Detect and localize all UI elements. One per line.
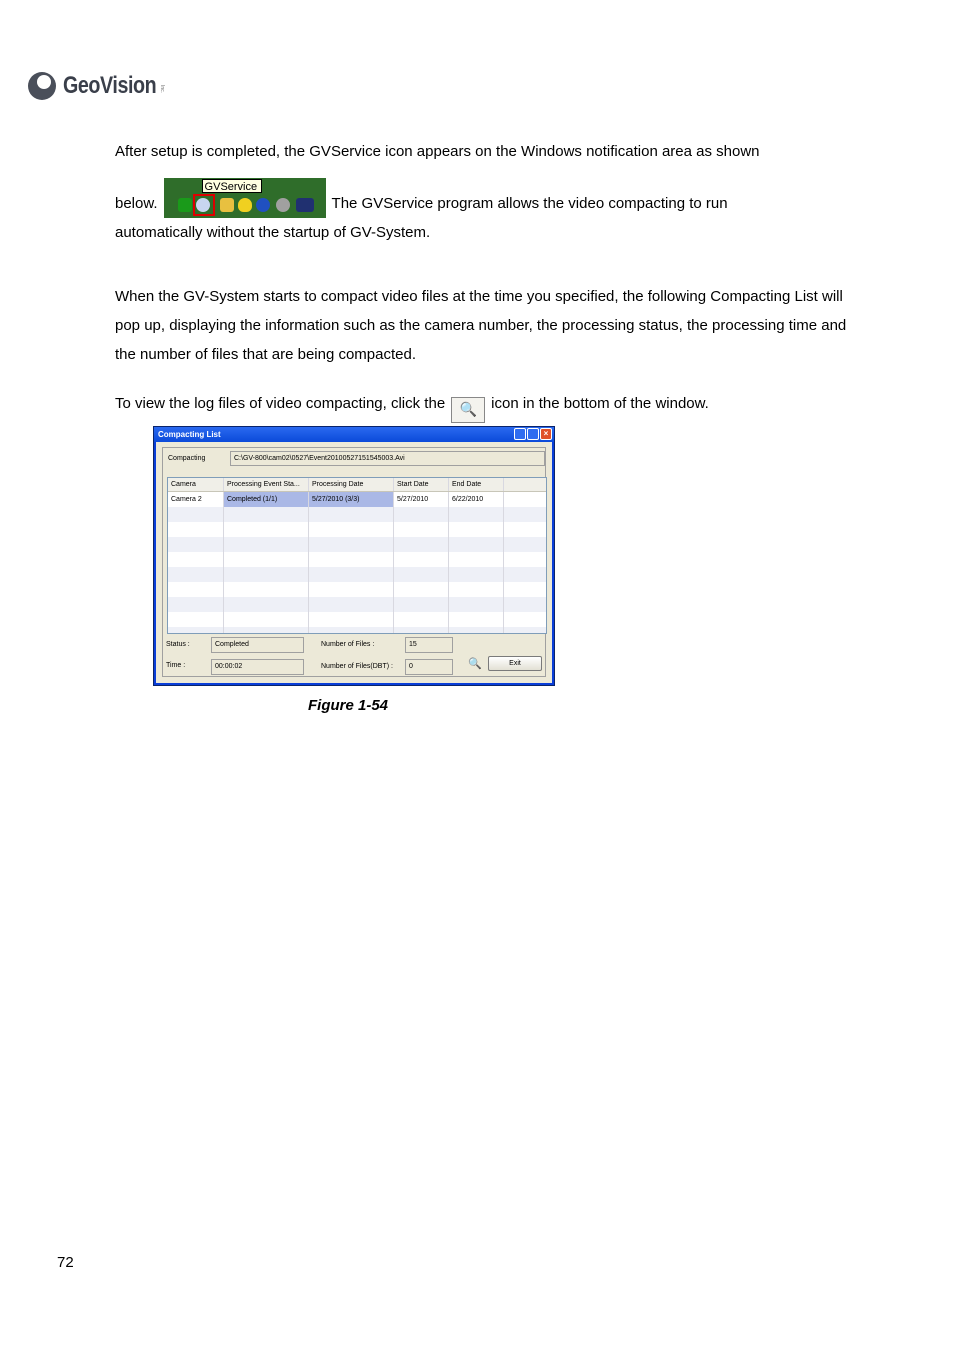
shield-icon: [238, 198, 252, 212]
gvservice-tooltip: GVService: [202, 179, 262, 193]
status-label: Status :: [166, 641, 190, 648]
number-of-files-label: Number of Files :: [321, 641, 375, 648]
compacting-table: [167, 477, 547, 634]
time-field: 00:00:02: [211, 659, 304, 675]
cell-status: Completed (1/1): [224, 492, 309, 507]
compacting-list-window: [153, 426, 555, 686]
column-empty[interactable]: [504, 478, 546, 491]
compacting-path-field: C:\GV-800\cam02\0527\Event20100527151545003.Avi: [230, 451, 545, 466]
gvservice-selection: [193, 194, 215, 216]
table-row: [168, 552, 546, 567]
table-row: [168, 522, 546, 537]
paragraph-setup: [115, 137, 855, 247]
paragraph-setup-line1: After setup is completed, the GVService icon appears on the Windows notification area as shown: [115, 143, 760, 160]
number-of-files-dbt-label: Number of Files(DBT) :: [321, 663, 393, 670]
network-icon: [256, 198, 270, 212]
table-row: [168, 537, 546, 552]
xgen-icon: [296, 198, 314, 212]
key-icon: [220, 198, 234, 212]
minimize-button[interactable]: [514, 428, 526, 440]
close-button[interactable]: ×: [540, 428, 552, 440]
page-number: 72: [57, 1254, 74, 1271]
notification-area-image: [164, 178, 326, 218]
speaker-icon: [276, 198, 290, 212]
table-row: [168, 567, 546, 582]
number-of-files-dbt-field: 0: [405, 659, 453, 675]
number-of-files-field: 15: [405, 637, 453, 653]
table-row[interactable]: [168, 492, 546, 507]
column-processing-date[interactable]: Processing Date: [309, 478, 394, 491]
grid-icon: [178, 198, 192, 212]
column-processing-event-status[interactable]: Processing Event Sta...: [224, 478, 309, 491]
cell-processing-date: 5/27/2010 (3/3): [309, 492, 394, 507]
paragraph-setup-line3: automatically without the startup of GV-System.: [115, 224, 431, 241]
status-field: Completed: [211, 637, 304, 653]
window-title-bar: [154, 427, 554, 442]
logo-tm: Inc.: [158, 84, 165, 94]
column-camera[interactable]: Camera: [168, 478, 224, 491]
log-view-icon[interactable]: 🔍: [468, 658, 482, 670]
table-row: [168, 627, 546, 634]
figure-caption: Figure 1-54: [308, 697, 389, 714]
column-start-date[interactable]: Start Date: [394, 478, 449, 491]
table-row: [168, 612, 546, 627]
compacting-label: Compacting: [168, 455, 206, 462]
cell-start-date: 5/27/2010: [394, 492, 449, 507]
logo-wordmark: GeoVision: [63, 72, 157, 99]
compacting-panel: [162, 447, 546, 677]
exit-button[interactable]: Exit: [488, 656, 542, 671]
cell-end-date: 6/22/2010: [449, 492, 504, 507]
time-label: Time :: [166, 662, 186, 669]
table-row: [168, 582, 546, 597]
cell-empty: [504, 492, 546, 507]
column-end-date[interactable]: End Date: [449, 478, 504, 491]
geovision-logo-mark-icon: [28, 70, 60, 102]
cell-camera: Camera 2: [168, 492, 224, 507]
geovision-logo: [28, 68, 165, 104]
paragraph-compacting: When the GV-System starts to compact video files at the time you specified, the following Compacting List will pop up, displaying the information such as the camera number, the processing status, the processing time and the number of files that are being compacted.: [115, 288, 847, 363]
table-header: [168, 478, 546, 492]
log-view-icon: 🔍: [451, 397, 485, 423]
paragraph-log: To view the log files of video compacting, click the 🔍 icon in the bottom of the window.: [115, 389, 855, 423]
paragraph-setup-line2: below. GVService The GVService program allows the video compacting to run: [115, 178, 855, 218]
window-body: [156, 442, 552, 683]
table-row: [168, 507, 546, 522]
window-title: Compacting List: [158, 430, 221, 439]
maximize-button[interactable]: [527, 428, 539, 440]
table-row: [168, 597, 546, 612]
